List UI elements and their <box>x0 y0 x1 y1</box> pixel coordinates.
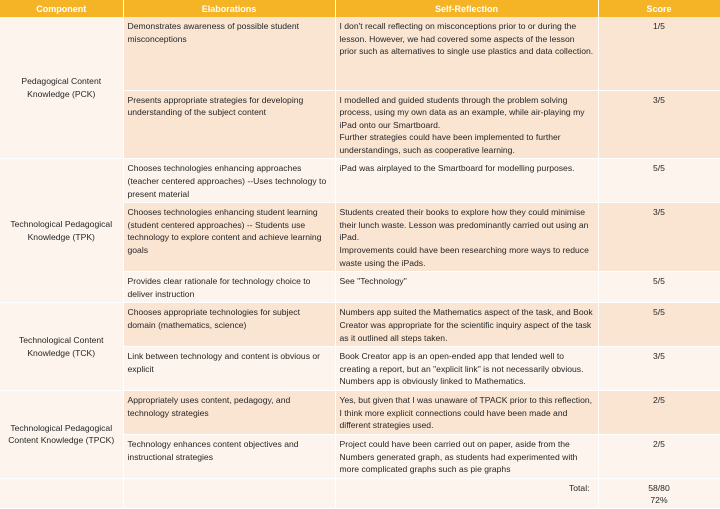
elaboration-cell: Chooses technologies enhancing student learning (student centered approaches) -- Students use technology to explore content and achieve learning goals <box>123 203 335 272</box>
table-row <box>0 159 720 203</box>
component-tck: Technological Content Knowledge (TCK) <box>0 303 123 391</box>
component-tpck: Technological Pedagogical Content Knowledge (TPCK) <box>0 391 123 479</box>
score-cell: 5/5 <box>598 272 720 303</box>
score-cell: 5/5 <box>598 159 720 203</box>
score-cell: 2/5 <box>598 434 720 478</box>
elaboration-cell: Chooses appropriate technologies for subject domain (mathematics, science) <box>123 303 335 347</box>
elaboration-cell: Appropriately uses content, pedagogy, and technology strategies <box>123 391 335 435</box>
elaboration-cell: Technology enhances content objectives and instructional strategies <box>123 434 335 478</box>
score-cell: 5/5 <box>598 303 720 347</box>
header-score: Score <box>598 0 720 17</box>
elaboration-cell: Demonstrates awareness of possible student misconceptions <box>123 17 335 90</box>
score-cell: 3/5 <box>598 347 720 391</box>
total-label: Total: <box>335 478 598 508</box>
total-blank-cell <box>0 478 123 508</box>
reflection-cell: iPad was airplayed to the Smartboard for modelling purposes. <box>335 159 598 203</box>
score-cell: 1/5 <box>598 17 720 90</box>
reflection-cell: I don't recall reflecting on misconceptions prior to or during the lesson. However, we had covered some aspects of the lesson prior such as alternatives to single use plastics and data collection. <box>335 17 598 90</box>
reflection-cell: I modelled and guided students through the problem solving process, using my own data as an example, while air-playing my iPad onto our Smartboard. Further strategies could have been implemented to further understandings, such as cooperative learning. <box>335 90 598 159</box>
score-cell: 2/5 <box>598 391 720 435</box>
total-score-cell <box>598 478 720 508</box>
score-cell: 3/5 <box>598 203 720 272</box>
reflection-cell: Project could have been carried out on paper, aside from the Numbers generated graph, as students had experimented with more complicated graphs such as pie graphs <box>335 434 598 478</box>
total-percent: 72% <box>650 494 668 505</box>
component-tpk: Technological Pedagogical Knowledge (TPK) <box>0 159 123 303</box>
reflection-cell: Students created their books to explore how they could minimise their lunch waste. Lesson was predominantly carried out using an iPad. Improvements could have been researching more ways to reduce waste using the iPads. <box>335 203 598 272</box>
elaboration-cell: Chooses technologies enhancing approaches (teacher centered approaches) --Uses technology to present material <box>123 159 335 203</box>
elaboration-cell: Link between technology and content is obvious or explicit <box>123 347 335 391</box>
score-cell: 3/5 <box>598 90 720 159</box>
elaboration-cell: Provides clear rationale for technology choice to deliver instruction <box>123 272 335 303</box>
reflection-cell: Numbers app suited the Mathematics aspect of the task, and Book Creator was appropriate for the scientific inquiry aspect of the task as it outlined all steps taken. <box>335 303 598 347</box>
reflection-cell: Book Creator app is an open-ended app that lended well to creating a report, but an "explicit link" is not necessarily obvious. Numbers app is obviously linked to Mathematics. <box>335 347 598 391</box>
elaboration-cell: Presents appropriate strategies for developing understanding of the subject content <box>123 90 335 159</box>
total-row <box>0 478 720 508</box>
reflection-cell: Yes, but given that I was unaware of TPACK prior to this reflection, I think more explicit connections could have been made and different strategies used. <box>335 391 598 435</box>
header-row <box>0 0 720 17</box>
total-blank-cell <box>123 478 335 508</box>
header-elaborations: Elaborations <box>123 0 335 17</box>
component-pck: Pedagogical Content Knowledge (PCK) <box>0 17 123 159</box>
table-row <box>0 303 720 347</box>
reflection-cell: See "Technology" <box>335 272 598 303</box>
header-component: Component <box>0 0 123 17</box>
table-row <box>0 17 720 90</box>
table-row <box>0 391 720 435</box>
header-self-reflection: Self-Reflection <box>335 0 598 17</box>
total-score: 58/80 <box>648 482 670 493</box>
